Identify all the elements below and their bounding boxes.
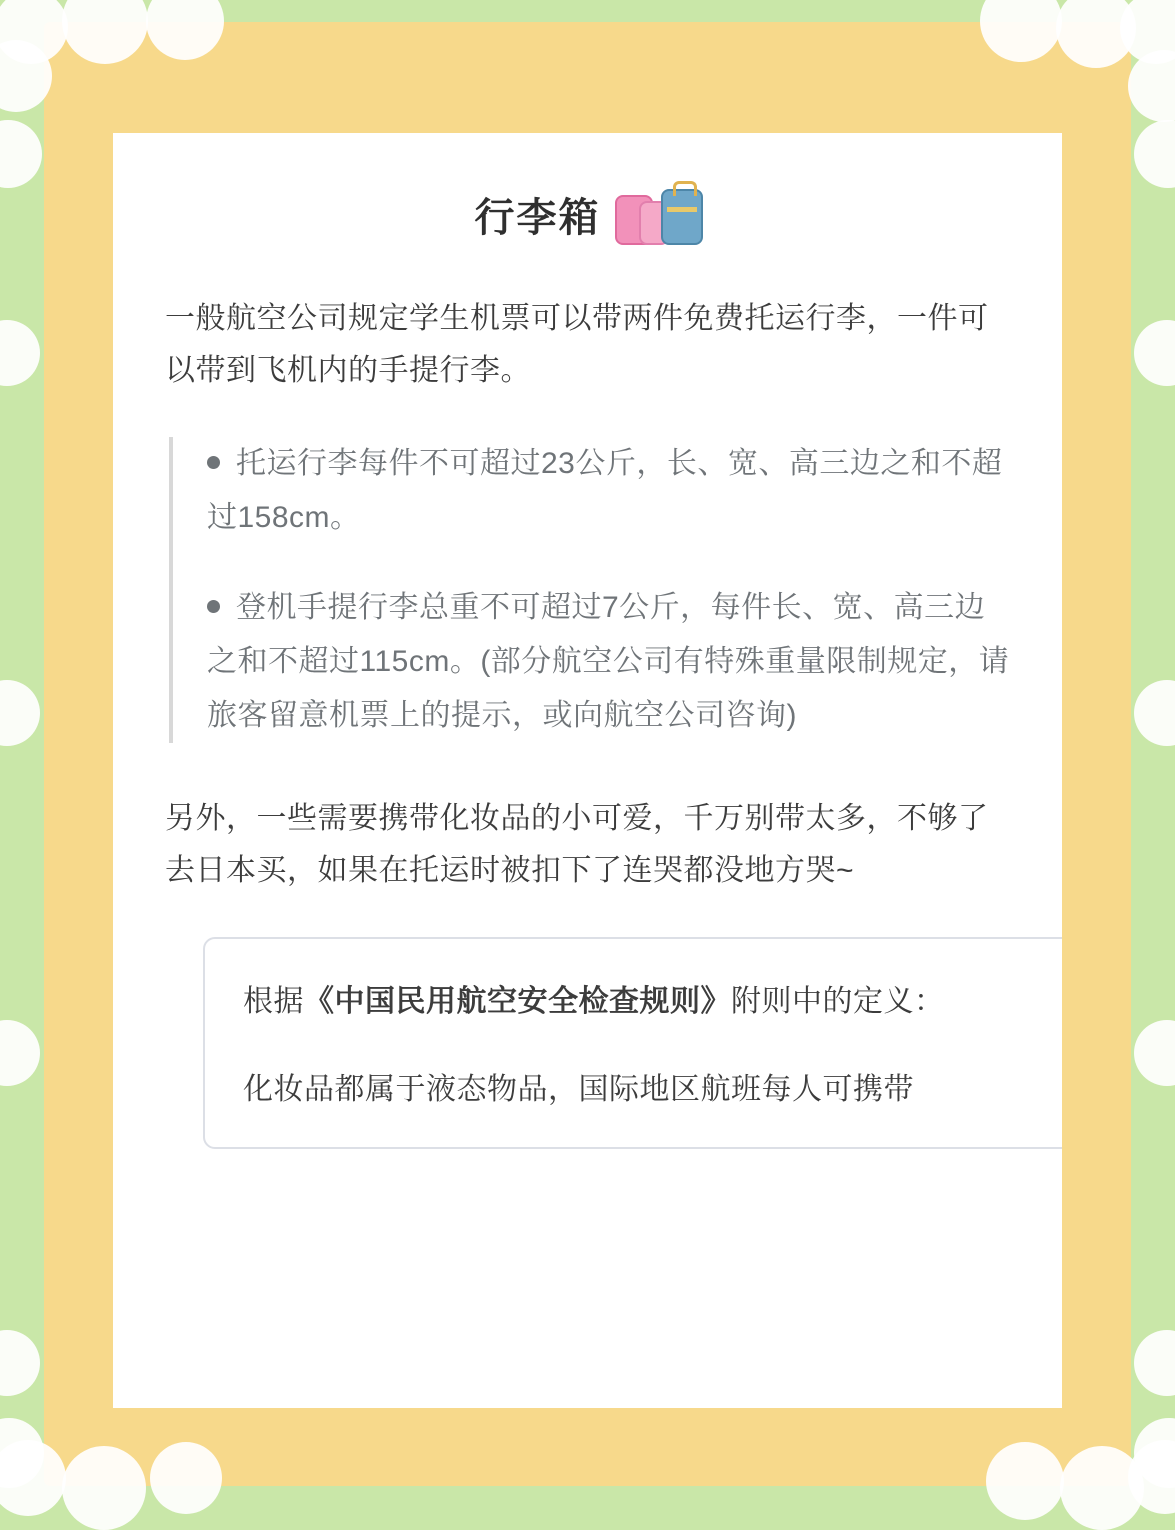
list-item (207, 437, 1010, 545)
note-prefix: 根据 (243, 985, 304, 1018)
rule-text: 托运行李每件不可超过23公斤，长、宽、高三边之和不超过158cm。 (207, 447, 1003, 534)
bullet-icon (207, 600, 220, 613)
bullet-icon (207, 456, 220, 469)
note-box (203, 937, 1062, 1149)
page-title (165, 183, 1010, 245)
extra-paragraph: 另外，一些需要携带化妆品的小可爱，千万别带太多，不够了去日本买，如果在托运时被扣下了连哭都没地方哭~ (165, 802, 989, 887)
note-line-1 (243, 975, 1035, 1029)
note-suffix: 附则中的定义： (731, 985, 945, 1018)
page-title-text: 行李箱 (474, 195, 601, 240)
luggage-icon (615, 183, 701, 245)
list-item (207, 581, 1010, 743)
intro-paragraph: 一般航空公司规定学生机票可以带两件免费托运行李，一件可以带到飞机内的手提行李。 (165, 302, 989, 387)
note-line-2: 化妆品都属于液态物品，国际地区航班每人可携带 (243, 1073, 914, 1106)
note-regulation-name: 《中国民用航空安全检查规则》 (304, 985, 731, 1018)
content-card (113, 133, 1062, 1408)
rule-text: 登机手提行李总重不可超过7公斤，每件长、宽、高三边之和不超过115cm。(部分航空公司有特殊重量限制规定，请旅客留意机票上的提示，或向航空公司咨询) (207, 591, 1010, 732)
rules-list (169, 437, 1010, 743)
